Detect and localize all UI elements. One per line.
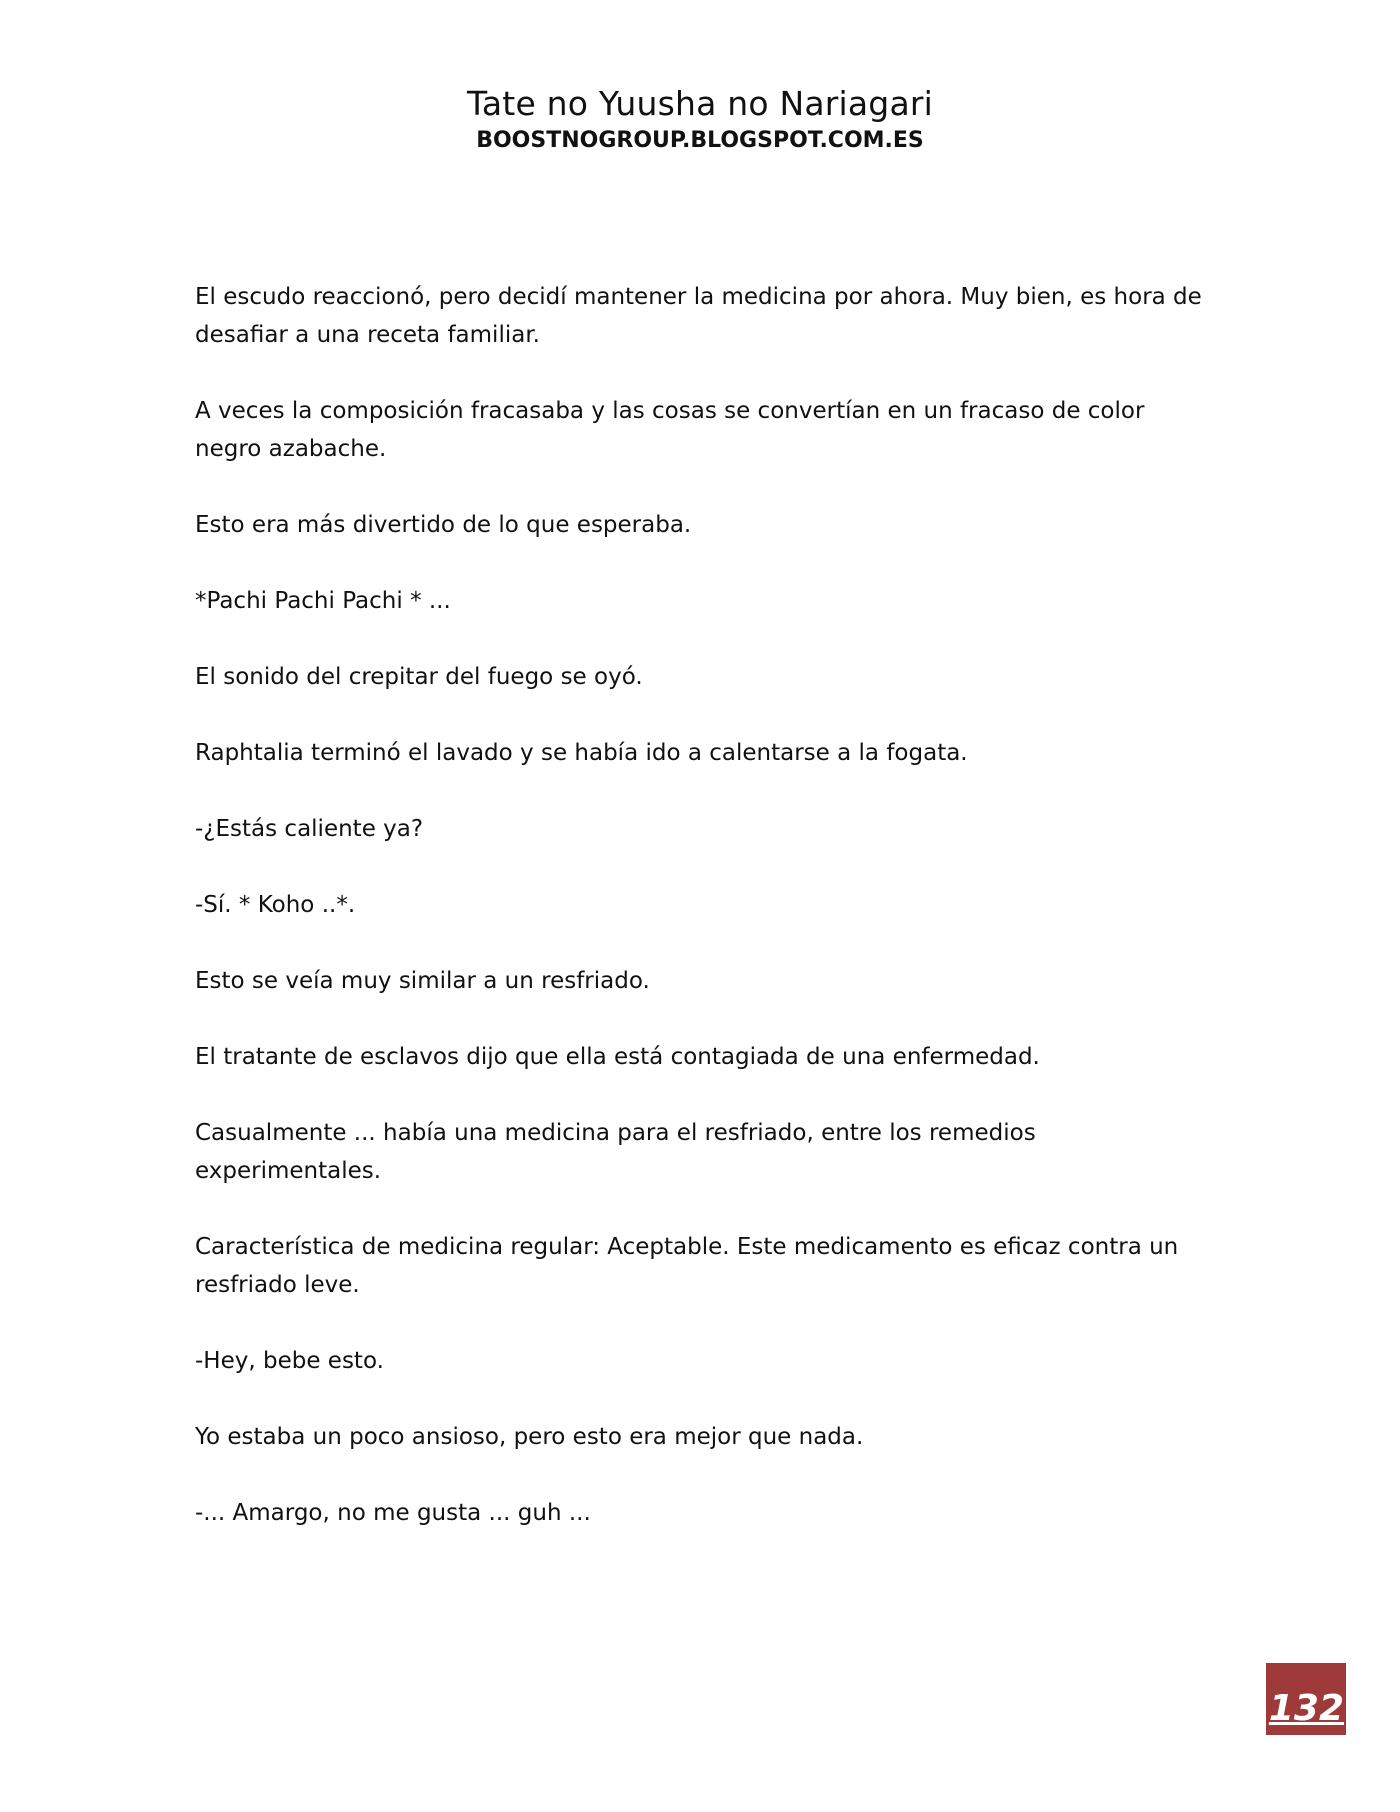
paragraph: -Hey, bebe esto. <box>195 1348 384 1374</box>
paragraph: El escudo reaccionó, pero decidí mantener la medicina por ahora. Muy bien, es hora de desafiar a una receta familiar. <box>195 284 1202 348</box>
paragraph: Característica de medicina regular: Aceptable. Este medicamento es eficaz contra un resfriado leve. <box>195 1234 1179 1298</box>
paragraph: -... Amargo, no me gusta ... guh ... <box>195 1500 591 1526</box>
paragraph: -¿Estás caliente ya? <box>195 816 424 842</box>
document-subtitle: BOOSTNOGROUP.BLOGSPOT.COM.ES <box>476 128 924 153</box>
paragraph: A veces la composición fracasaba y las cosas se convertían en un fracaso de color negro azabache. <box>195 398 1145 462</box>
page-header <box>0 84 1400 156</box>
paragraph: -Sí. * Koho ..*. <box>195 892 356 918</box>
paragraph: Esto era más divertido de lo que esperaba. <box>195 512 692 538</box>
paragraph: El sonido del crepitar del fuego se oyó. <box>195 664 643 690</box>
document-title: Tate no Yuusha no Nariagari <box>466 84 934 123</box>
paragraph: Esto se veía muy similar a un resfriado. <box>195 968 650 994</box>
page-number-badge: 132 <box>1266 1663 1346 1735</box>
paragraph: El tratante de esclavos dijo que ella está contagiada de una enfermedad. <box>195 1044 1040 1070</box>
body-text <box>195 278 1215 1570</box>
paragraph: *Pachi Pachi Pachi * ... <box>195 588 451 614</box>
paragraph: Yo estaba un poco ansioso, pero esto era mejor que nada. <box>195 1424 864 1450</box>
paragraph: Casualmente ... había una medicina para el resfriado, entre los remedios experimentales. <box>195 1120 1036 1184</box>
paragraph: Raphtalia terminó el lavado y se había ido a calentarse a la fogata. <box>195 740 968 766</box>
